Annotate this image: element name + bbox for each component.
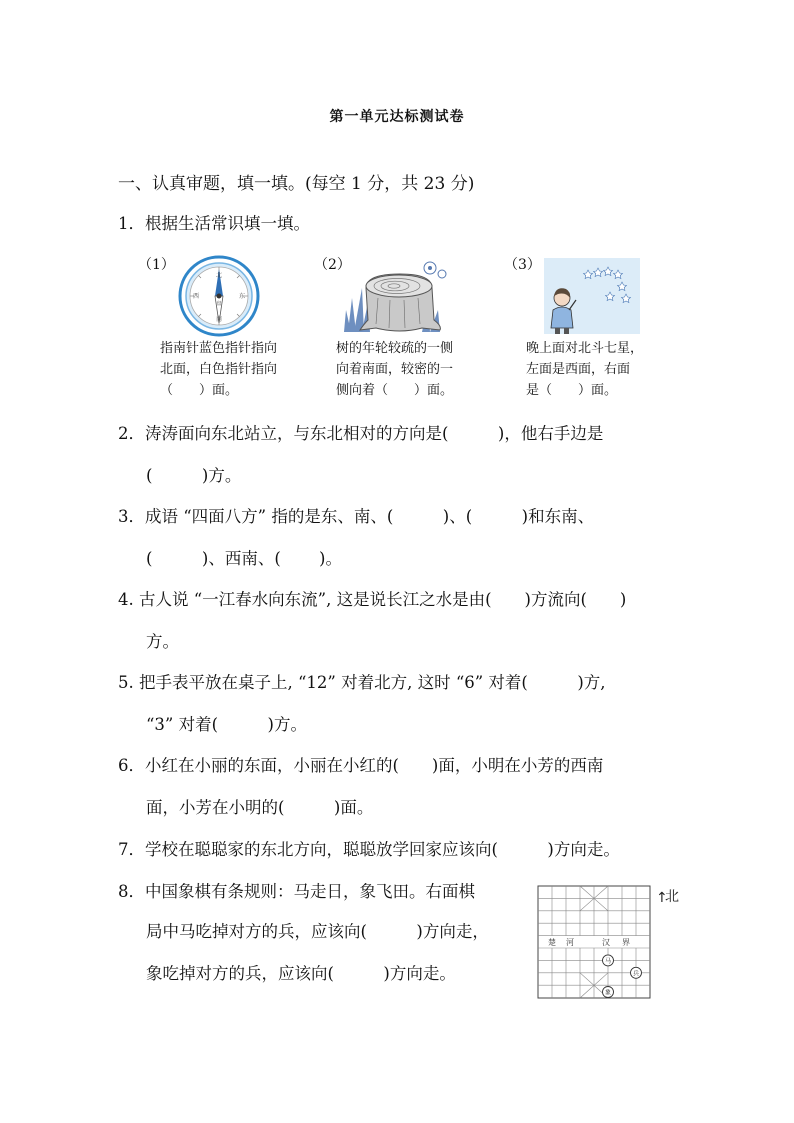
figure-2-caption: 树的年轮较疏的一侧 向着南面，较密的一 侧向着（ ）面。 — [336, 341, 454, 398]
svg-text:兵: 兵 — [632, 970, 640, 978]
compass-letter-north: 北 — [215, 272, 223, 279]
north-label: 北 — [665, 889, 679, 905]
north-arrow-icon: ↑ — [656, 890, 668, 906]
river-char-4: 界 — [622, 938, 630, 947]
figure-3-label: （3） — [504, 257, 541, 273]
question-8-line-3: 象吃掉对方的兵，应该向( )方向走。 — [146, 964, 456, 983]
compass-letter-west: 西 — [192, 293, 200, 300]
question-5-line-1: 5. 把手表平放在桌子上, “12” 对着北方, 这时 “6” 对着( )方, — [118, 673, 606, 692]
page-title: 第一单元达标测试卷 — [329, 109, 465, 125]
chess-piece-soldier — [631, 967, 642, 978]
question-3-line-1: 3．成语 “四面八方” 指的是东、南、( )、( )和东南、 — [118, 507, 595, 526]
figure-1-caption: 指南针蓝色指针指向 北面，白色指针指向 （ ）面。 — [160, 341, 278, 398]
tree-stump-image — [342, 258, 448, 334]
question-6-line-1: 6．小红在小丽的东面，小丽在小红的( )面，小明在小芳的西南 — [118, 756, 604, 775]
question-2-line-2: ( )方。 — [146, 466, 242, 485]
figure-2-label: （2） — [314, 257, 351, 273]
river-char-3: 汉 — [602, 938, 610, 947]
river-char-1: 楚 — [548, 938, 556, 947]
svg-text:马: 马 — [604, 958, 612, 965]
question-8-line-2: 局中马吃掉对方的兵，应该向( )方向走， — [146, 922, 489, 941]
compass-letter-east: 东 — [238, 293, 246, 300]
river-char-2: 河 — [566, 938, 574, 947]
question-1: 1．根据生活常识填一填。 — [118, 214, 310, 233]
question-3-line-2: ( )、西南、( )。 — [146, 549, 342, 568]
question-4-line-2: 方。 — [146, 632, 179, 651]
question-8-line-1: 8．中国象棋有条规则：马走日，象飞田。右面棋 — [118, 882, 475, 901]
section-heading: 一、认真审题，填一填。(每空 1 分，共 23 分) — [118, 174, 475, 194]
compass-letter-center: 盘 — [216, 301, 222, 307]
question-5-line-2: “3” 对着( )方。 — [146, 715, 307, 734]
question-4-line-1: 4. 古人说 “一江春水向东流”, 这是说长江之水是由( )方流向( ) — [118, 590, 627, 609]
chess-piece-horse — [603, 955, 614, 966]
figure-1-label: （1） — [138, 257, 175, 273]
question-7-line-1: 7．学校在聪聪家的东北方向，聪聪放学回家应该向( )方向走。 — [118, 840, 620, 859]
figure-3-caption: 晚上面对北斗七星， 左面是西面，右面 是（ ）面。 — [526, 341, 644, 398]
svg-text:象: 象 — [604, 989, 612, 997]
big-dipper-image — [544, 258, 640, 334]
question-6-line-2: 面，小芳在小明的( )面。 — [146, 798, 374, 817]
question-2-line-1: 2．涛涛面向东北站立，与东北相对的方向是( )，他右手边是 — [118, 424, 604, 443]
chess-piece-elephant — [603, 987, 614, 998]
compass-letter-south: 南 — [215, 316, 223, 323]
compass-image — [178, 255, 260, 337]
chess-board-image — [530, 880, 680, 1004]
